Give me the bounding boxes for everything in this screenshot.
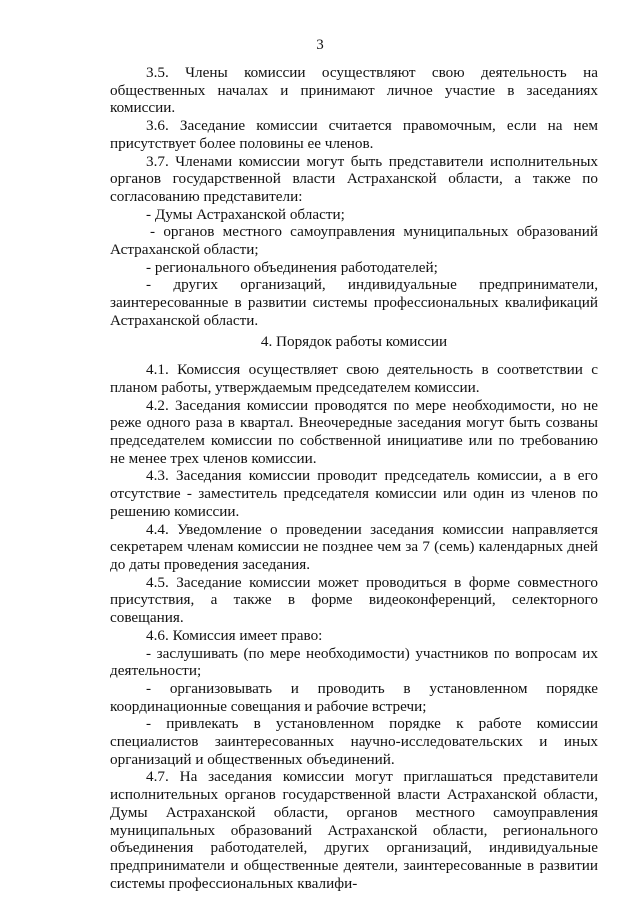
- paragraph-4-4: 4.4. Уведомление о проведении заседания комиссии направляется секретарем членам комиссии не позднее чем за 7 (семь) календарных дней до даты проведения заседания.: [110, 520, 598, 573]
- paragraph-4-3: 4.3. Заседания комиссии проводит председатель комиссии, а в его отсутствие - заместитель председателя комиссии или один из членов по решению комиссии.: [110, 467, 598, 520]
- paragraph-4-7: 4.7. На заседания комиссии могут приглашаться представители исполнительных органов государственной власти Астраханской области, Думы Астраханской области, органов местного самоуправления муниципальных образований Астраханской области, регионального объединения работодателей, других организаций, индивидуальные предприниматели и общественные деятели, заинтересованные в развитии системы профессиональных квалифи-: [110, 768, 598, 892]
- paragraph-4-1: 4.1. Комиссия осуществляет свою деятельность в соответствии с планом работы, утверждаемым председателем комиссии.: [110, 361, 598, 396]
- paragraph-4-6: 4.6. Комиссия имеет право:: [146, 626, 323, 644]
- document-body: [110, 64, 598, 892]
- paragraph-3-7: 3.7. Членами комиссии могут быть представители исполнительных органов государственной власти Астраханской области, а также по согласованию представители:: [110, 152, 598, 205]
- paragraph-3-6: 3.6. Заседание комиссии считается правомочным, если на нем присутствует более половины ее членов.: [110, 117, 598, 152]
- paragraph-4-5: 4.5. Заседание комиссии может проводиться в форме совместного присутствия, а также в форме видеоконференций, селекторного совещания.: [110, 573, 598, 627]
- list-item-hear-participants: - заслушивать (по мере необходимости) участников по вопросам их деятельности;: [110, 644, 598, 680]
- paragraph-4-2: 4.2. Заседания комиссии проводятся по мере необходимости, но не реже одного раза в квартал. Внеочередные заседания могут быть созваны председателем комиссии по собственной инициативе или по требованию не менее трех членов комиссии.: [110, 396, 598, 467]
- list-item-employers: - регионального объединения работодателей;: [146, 258, 438, 276]
- section-heading: 4. Порядок работы комиссии: [260, 332, 448, 350]
- list-item-other-organizations: - других организаций, индивидуальные предприниматели, заинтересованные в развитии системы профессиональных квалификаций Астраханской области.: [110, 276, 598, 329]
- paragraph-3-5: 3.5. Члены комиссии осуществляют свою деятельность на общественных началах и принимают личное участие в заседаниях комиссии.: [110, 64, 598, 117]
- list-item-organize-meetings: - организовывать и проводить в установленном порядке координационные совещания и рабочие встречи;: [110, 679, 598, 715]
- list-item-duma: - Думы Астраханской области;: [146, 205, 345, 223]
- list-item-attract-specialists: - привлекать в установленном порядке к работе комиссии специалистов заинтересованных научно-исследовательских и иных организаций и общественных объединений.: [110, 715, 598, 768]
- page-number: 3: [316, 37, 324, 53]
- list-item-local-government: - органов местного самоуправления муниципальных образований Астраханской области;: [110, 223, 598, 259]
